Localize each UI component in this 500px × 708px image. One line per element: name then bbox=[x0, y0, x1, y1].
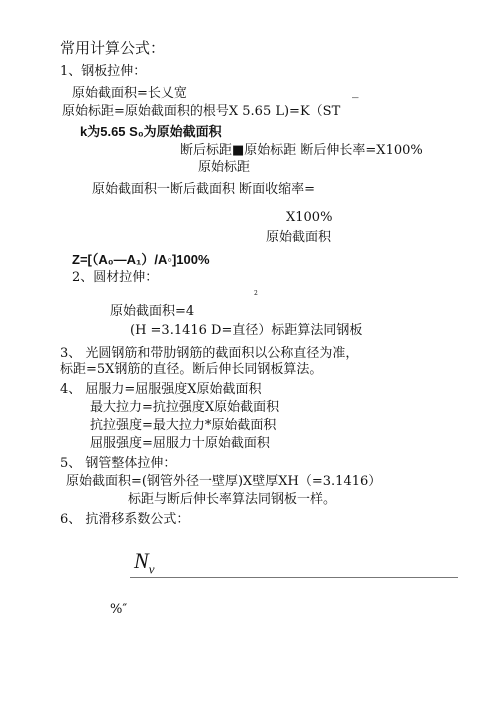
s1-mark: _ bbox=[352, 84, 359, 99]
s1-line-elongation: 断后标距■原始标距 断后伸长率=Ⅹ100% bbox=[180, 143, 423, 158]
nv-main: N bbox=[134, 548, 149, 573]
s1-line-denominator-2: 原始截面积 bbox=[266, 230, 332, 245]
s1-line-k: k为5.65 S₀为原始截面积 bbox=[80, 124, 222, 139]
section-3-line-1: 3、 光圆钢筋和带肋钢筋的截面积以公称直径为准， bbox=[60, 346, 359, 361]
section-1-heading: 1、钢板拉伸： bbox=[60, 64, 147, 79]
s4-line-yield: 屈服强度=屈服力十原始截面积 bbox=[90, 436, 270, 451]
s5-line-gauge: 标距与断后伸长率算法同钢板一样。 bbox=[128, 492, 337, 507]
s4-line-max-force: 最大拉力=抗拉强度X原始截面积 bbox=[90, 400, 280, 415]
s4-line-tensile: 抗拉强度=最大拉力*原始截面积 bbox=[90, 418, 277, 433]
s2-line-area: 原始截面积=4 bbox=[110, 304, 195, 319]
s1-line-area: 原始截面积=长乂宽 bbox=[72, 86, 187, 101]
section-4-heading: 4、 屈服力=屈服强度X原始截面积 bbox=[60, 382, 262, 397]
nv-subscript: v bbox=[148, 561, 155, 577]
section-6-heading: 6、 抗滑移系数公式： bbox=[60, 512, 190, 527]
s2-line-pi: (H =3.1416 D=直径）标距算法同钢板 bbox=[130, 323, 363, 338]
section-3-line-2: 标距=5X钢筋的直径。断后伸长同钢板算法。 bbox=[60, 362, 323, 377]
s1-line-percent: Ⅹ100% bbox=[286, 210, 333, 225]
s5-line-area: 原始截面积=(钢管外径一壁厚)X壁厚XH（=3.1416） bbox=[66, 474, 382, 489]
s1-line-denominator: 原始标距 bbox=[198, 160, 251, 175]
s1-line-reduction: 原始截面积一断后截面积 断面收缩率= bbox=[92, 182, 316, 197]
section-2-heading: 2、圆材拉伸： bbox=[72, 270, 159, 285]
section-5-heading: 5、 钢管整体拉伸： bbox=[60, 456, 177, 471]
s2-superscript: 2 bbox=[254, 290, 258, 297]
fraction-line bbox=[130, 577, 458, 578]
s1-line-gauge: 原始标距=原始截面积的根号X 5.65 L)=K（ST bbox=[62, 104, 341, 119]
page-title: 常用计算公式： bbox=[60, 39, 166, 57]
percent-mark: %″ bbox=[110, 602, 128, 617]
s1-line-z-formula: Z=[（A₀—A₁）/A◦]100% bbox=[72, 252, 210, 267]
